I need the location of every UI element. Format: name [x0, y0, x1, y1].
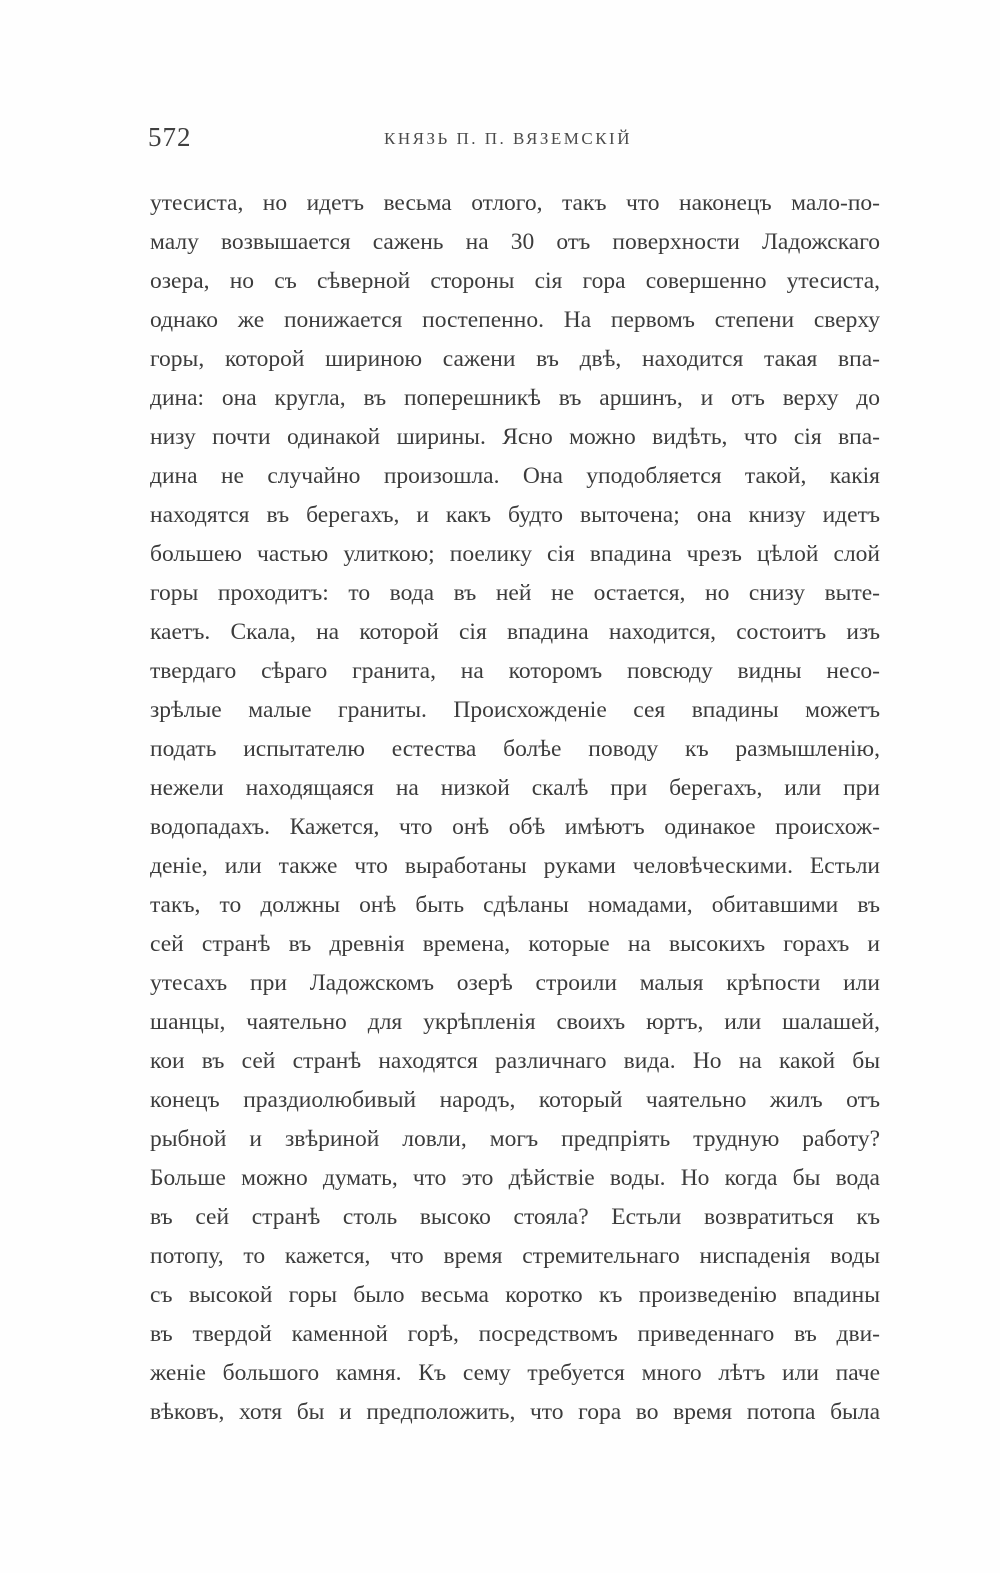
- text-line: подать испытателю естества болѣе поводу къ размышленію,: [150, 736, 880, 762]
- text-line: въ твердой каменной горѣ, посредствомъ приведеннаго въ дви-: [150, 1321, 880, 1347]
- text-line: большею частью улиткою; поелику сія впадина чрезъ цѣлой слой: [150, 541, 880, 567]
- text-line: вѣковъ, хотя бы и предположить, что гора во время потопа была: [150, 1399, 880, 1425]
- text-line: озера, но съ сѣверной стороны сія гора совершенно утесиста,: [150, 268, 880, 294]
- text-line: каетъ. Скала, на которой сія впадина находится, состоитъ изъ: [150, 619, 880, 645]
- text-line: сей странѣ въ древнія времена, которые на высокихъ горахъ и: [150, 931, 880, 957]
- text-line: потопу, то кажется, что время стремительнаго ниспаденія воды: [150, 1243, 880, 1269]
- text-line: Больше можно думать, что это дѣйствіе воды. Но когда бы вода: [150, 1165, 880, 1191]
- text-line: дина не случайно произошла. Она уподобляется такой, какія: [150, 463, 880, 489]
- text-line: въ сей странѣ столь высоко стояла? Естьли возвратиться къ: [150, 1204, 880, 1230]
- text-line: женіе большого камня. Къ сему требуется много лѣтъ или паче: [150, 1360, 880, 1386]
- text-line: горы проходитъ: то вода въ ней не остается, но снизу выте-: [150, 580, 880, 606]
- text-line: нежели находящаяся на низкой скалѣ при берегахъ, или при: [150, 775, 880, 801]
- text-line: дина: она кругла, въ поперешникѣ въ аршинъ, и отъ верху до: [150, 385, 880, 411]
- text-line: рыбной и звѣриной ловли, могъ предпріять трудную работу?: [150, 1126, 880, 1152]
- text-line: съ высокой горы было весьма коротко къ произведенію впадины: [150, 1282, 880, 1308]
- text-line: горы, которой шириною сажени въ двѣ, находится такая впа-: [150, 346, 880, 372]
- text-line: однако же понижается постепенно. На первомъ степени сверху: [150, 307, 880, 333]
- text-line: шанцы, чаятельно для укрѣпленія своихъ юртъ, или шалашей,: [150, 1009, 880, 1035]
- text-line: деніе, или также что выработаны руками человѣческими. Естьли: [150, 853, 880, 879]
- text-line: утесиста, но идетъ весьма отлого, такъ что наконецъ мало-по-: [150, 190, 880, 216]
- text-line: зрѣлые малые граниты. Происхожденіе сея впадины можетъ: [150, 697, 880, 723]
- text-line: конецъ праздиолюбивый народъ, который чаятельно жилъ отъ: [150, 1087, 880, 1113]
- text-line: малу возвышается сажень на 30 отъ поверхности Ладожскаго: [150, 229, 880, 255]
- text-line: находятся въ берегахъ, и какъ будто выточена; она книзу идетъ: [150, 502, 880, 528]
- text-line: утесахъ при Ладожскомъ озерѣ строили малыя крѣпости или: [150, 970, 880, 996]
- text-line: твердаго сѣраго гранита, на которомъ повсюду видны несо-: [150, 658, 880, 684]
- page-header: [148, 118, 878, 158]
- text-line: такъ, то должны онѣ быть сдѣланы номадами, обитавшими въ: [150, 892, 880, 918]
- text-line: низу почти одинакой ширины. Ясно можно видѣть, что сія впа-: [150, 424, 880, 450]
- page-number: 572: [148, 122, 192, 152]
- text-line: водопадахъ. Кажется, что онѣ обѣ имѣютъ одинакое происхож-: [150, 814, 880, 840]
- text-line: кои въ сей странѣ находятся различнаго вида. Но на какой бы: [150, 1048, 880, 1074]
- body-text: [150, 184, 880, 1432]
- running-head: КНЯЗЬ П. П. ВЯЗЕМСКІЙ: [384, 129, 632, 148]
